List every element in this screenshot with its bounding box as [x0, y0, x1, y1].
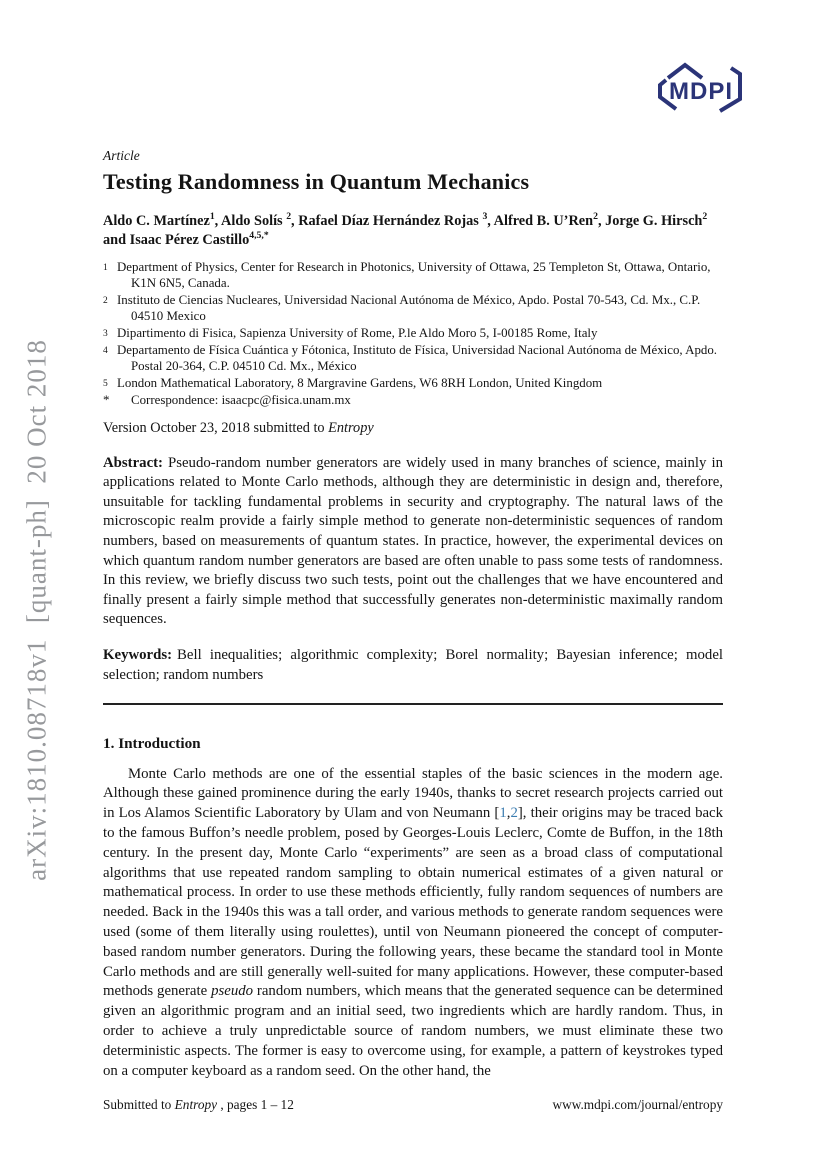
- affiliation-item: [103, 259, 723, 292]
- affiliations-list: [103, 259, 723, 409]
- affiliation-item: [103, 342, 723, 375]
- authors-line: Aldo C. Martínez$^1$, Aldo Solís $^2$, Rafael Díaz Hernández Rojas $^3$, Alfred B. U’Ren$^2$, Jorge G. Hirsch$^2$ and Isaac Pérez Castillo$^{4,5,*}$: [103, 211, 708, 248]
- mdpi-hexagon-icon: [656, 60, 748, 116]
- version-line: Version October 23, 2018 submitted to Entropy: [103, 419, 374, 436]
- affiliation-text: Departamento de Física Cuántica y Fótonica, Instituto de Física, Universidad Nacional Autónoma de México, Apdo. Postal 20-364, C.P. 04510 Cd. Mx., México: [117, 343, 717, 374]
- article-type-label: Article: [103, 148, 140, 163]
- keywords-paragraph: Keywords: Bell inequalities; algorithmic complexity; Borel normality; Bayesian inference; model selection; random numbers: [103, 647, 723, 683]
- affiliation-text: Department of Physics, Center for Research in Photonics, University of Ottawa, 25 Templeton St, Ottawa, Ontario, K1N 6N5, Canada.: [117, 260, 711, 291]
- affiliation-marker: 2: [103, 295, 108, 306]
- affiliation-text: London Mathematical Laboratory, 8 Margravine Gardens, W6 8RH London, United Kingdom: [117, 375, 603, 390]
- mdpi-logo-text: MDPI: [669, 78, 733, 105]
- citation-link-2[interactable]: 2: [510, 805, 518, 822]
- affiliation-marker: 3: [103, 328, 108, 339]
- mdpi-logo: [656, 60, 748, 116]
- affiliation-item: [103, 375, 723, 392]
- arxiv-watermark: arXiv:1810.08718v1 [quant-ph] 20 Oct 2018: [21, 339, 52, 881]
- affiliation-marker: 1: [103, 263, 108, 273]
- affiliation-item: [103, 292, 723, 325]
- abstract-paragraph: Abstract: Pseudo-random number generators are widely used in many branches of science, mainly in applications related to Monte Carlo methods, although they are deterministic in design and, therefore, unsuitable for tackling fundamental problems in security and cryptography. The natural laws of the microscopic realm provide a fairly simple method to generate non-deterministic sequences of random numbers, based on measurements of quantum states. In practice, however, the experimental devices on which quantum random number generators are based are often unable to pass some tests of randomness. In this review, we briefly discuss two such tests, point out the challenges that we have encountered and finally present a fairly simple method that successfully generates non-deterministic maximally random sequences.: [103, 454, 723, 628]
- correspondence-label: Correspondence:: [131, 393, 222, 408]
- affiliation-text: Instituto de Ciencias Nucleares, Universidad Nacional Autónoma de México, Apdo. Postal 70-543, Cd. Mx., C.P. 04510 Mexico: [117, 292, 701, 324]
- page-footer: [103, 1097, 723, 1113]
- affiliation-marker: 5: [103, 378, 108, 389]
- introduction-paragraph: Monte Carlo methods are one of the essential staples of the basic sciences in the modern age. Although these gained prominence during the early 1940s, thanks to secret research projects carried out in Los Alamos Scientific Laboratory by Ulam and von Neumann [1,2], their origins may be traced back to the famous Buffon’s needle problem, posed by Georges-Louis Leclerc, Comte de Buffon, in the 18th century. In the present day, Monte Carlo “experiments” are seen as a broad class of computational algorithms that use repeated random sampling to obtain numerical estimates of a given natural or mathematical process. In order to use these methods efficiently, fully random sequences of numbers are needed. Back in the 1940s this was a tall order, and various methods to generate random sequences were used (some of them literally using roulettes), until von Neumann pioneered the concept of computer-based random number generators. During the following years, these became the standard tool in Monte Carlo methods and are still generally well-suited for many applications. However, these computer-based methods generate pseudo random numbers, which means that the generated sequence can be determined given an algorithmic program and an initial seed, two ingredients which are hardly random. Thus, in order to achieve a truly unpredictable source of random numbers, we must eliminate these two deterministic aspects. The former is easy to overcome using, for example, a pattern of keystrokes typed on a computer keyboard as a random seed. On the other hand, the: [103, 765, 723, 1079]
- correspondence-marker: *: [103, 392, 110, 408]
- citation-link-1[interactable]: 1: [499, 805, 507, 822]
- correspondence-email[interactable]: isaacpc@fisica.unam.mx: [221, 393, 351, 408]
- affiliation-item: [103, 325, 723, 342]
- section-heading-introduction: 1. Introduction: [103, 734, 201, 752]
- correspondence-line: [103, 392, 723, 408]
- correspondence-text: [117, 392, 723, 408]
- footer-journal-url[interactable]: www.mdpi.com/journal/entropy: [552, 1097, 723, 1112]
- paper-title: Testing Randomness in Quantum Mechanics: [103, 169, 530, 194]
- affiliation-text: Dipartimento di Fisica, Sapienza University of Rome, P.le Aldo Moro 5, I-00185 Rome, Italy: [117, 325, 598, 340]
- affiliation-marker: 4: [103, 346, 108, 357]
- footer-submitted: Submitted to Entropy , pages 1 – 12: [103, 1097, 294, 1112]
- article-content: [103, 148, 723, 1081]
- section-divider: [103, 703, 723, 704]
